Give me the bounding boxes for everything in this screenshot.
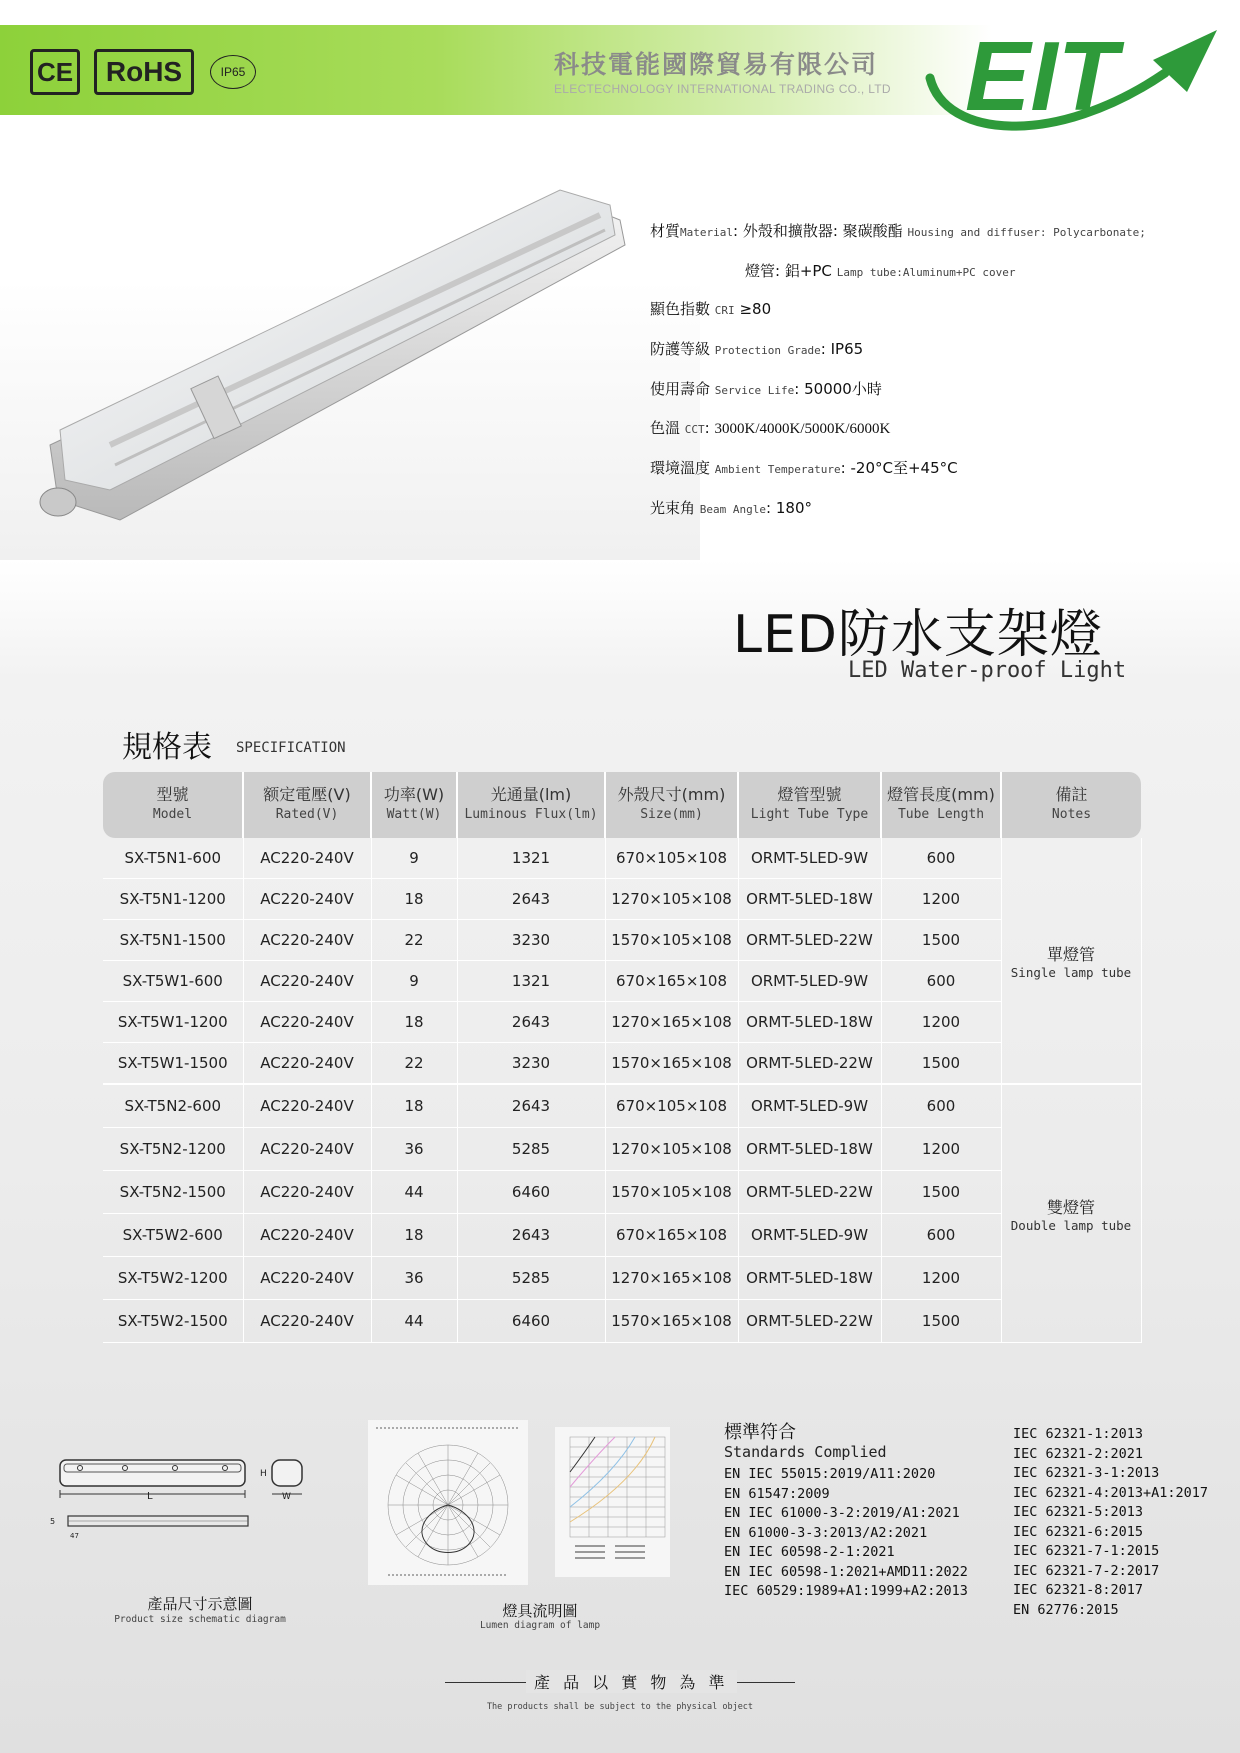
table-cell: 18 [371, 1002, 457, 1043]
table-cell: 1570×105×108 [605, 920, 738, 961]
table-row [103, 838, 1141, 879]
table-cell: ORMT-5LED-22W [738, 1171, 881, 1214]
table-cell: 1500 [881, 1171, 1001, 1214]
col-header-watt: 功率(W) Watt(W) [371, 772, 457, 838]
table-cell: ORMT-5LED-22W [738, 1300, 881, 1343]
table-cell: 18 [371, 1084, 457, 1128]
standard-item: EN IEC 55015:2019/A11:2020 [724, 1466, 936, 1482]
standard-item: IEC 62321-7-1:2015 [1013, 1543, 1160, 1559]
spec-heading-zh: 規格表 [122, 730, 212, 765]
table-cell: 36 [371, 1257, 457, 1300]
ce-mark: CE [30, 49, 80, 95]
table-cell: 3230 [457, 920, 605, 961]
table-cell: ORMT-5LED-18W [738, 879, 881, 920]
table-row [103, 1084, 1141, 1128]
standard-item: IEC 62321-3-1:2013 [1013, 1465, 1160, 1481]
table-cell: 2643 [457, 1002, 605, 1043]
spec-protection: 防護等級 Protection Grade: IP65 [650, 340, 864, 358]
table-cell: ORMT-5LED-18W [738, 1257, 881, 1300]
table-cell: AC220-240V [243, 1300, 371, 1343]
col-header-model: 型號 Model [103, 772, 243, 838]
table-cell: 1570×165×108 [605, 1043, 738, 1085]
table-cell: 1270×165×108 [605, 1257, 738, 1300]
standards-right-list [1013, 1425, 1208, 1620]
table-cell: 670×105×108 [605, 1084, 738, 1128]
standard-item: IEC 60529:1989+A1:1999+A2:2013 [724, 1583, 968, 1599]
eit-logo [925, 18, 1225, 148]
table-row [103, 1043, 1141, 1085]
table-cell: SX-T5N2-1500 [103, 1171, 243, 1214]
dim-47-label: 47 [70, 1532, 79, 1540]
spec-ambient-temp: 環境溫度 Ambient Temperature: -20°C至+45°C [650, 459, 958, 477]
standard-item: EN IEC 60598-2-1:2021 [724, 1544, 895, 1560]
table-row [103, 1128, 1141, 1171]
table-cell: 9 [371, 838, 457, 879]
table-row [103, 961, 1141, 1002]
table-cell: ORMT-5LED-18W [738, 1128, 881, 1171]
notes-label-zh: 雙燈管 [1046, 1197, 1095, 1217]
table-cell: ORMT-5LED-9W [738, 1084, 881, 1128]
spec-cri: 顯色指數 CRI ≥80 [650, 300, 772, 318]
notes-double-lamp [1001, 1084, 1141, 1343]
standards-title-en: Standards Complied [724, 1443, 887, 1461]
col-header-tube-type: 燈管型號 Light Tube Type [738, 772, 881, 838]
table-cell: 6460 [457, 1300, 605, 1343]
table-cell: 600 [881, 838, 1001, 879]
lumen-diagram-caption-zh: 燈具流明圖 [502, 1602, 578, 1620]
spec-heading-en: SPECIFICATION [236, 740, 346, 756]
table-cell: AC220-240V [243, 961, 371, 1002]
table-cell: AC220-240V [243, 920, 371, 961]
table-row [103, 1002, 1141, 1043]
table-row [103, 920, 1141, 961]
table-row [103, 1300, 1141, 1343]
standard-item: EN 61547:2009 [724, 1485, 830, 1502]
table-cell: ORMT-5LED-9W [738, 961, 881, 1002]
table-row [103, 1171, 1141, 1214]
table-cell: AC220-240V [243, 1214, 371, 1257]
company-name-en: ELECTECHNOLOGY INTERNATIONAL TRADING CO., LTD [554, 82, 891, 96]
table-cell: 2643 [457, 1214, 605, 1257]
lumen-diagram-caption-en: Lumen diagram of lamp [479, 1620, 601, 1631]
table-cell: 9 [371, 961, 457, 1002]
company-name-zh: 科技電能國際貿易有限公司 [554, 50, 879, 79]
col-header-notes: 備註 Notes [1001, 772, 1141, 838]
dim-5-label: 5 [50, 1517, 56, 1526]
notes-label-zh: 單燈管 [1046, 944, 1095, 964]
table-cell: 22 [371, 920, 457, 961]
table-cell: ORMT-5LED-9W [738, 1214, 881, 1257]
standard-item: EN IEC 61000-3-2:2019/A1:2021 [724, 1505, 960, 1521]
table-cell: 36 [371, 1128, 457, 1171]
table-cell: 2643 [457, 879, 605, 920]
table-cell: 44 [371, 1300, 457, 1343]
table-cell: SX-T5W1-1500 [103, 1043, 243, 1085]
table-header-row [103, 772, 1141, 838]
table-cell: AC220-240V [243, 879, 371, 920]
col-header-flux: 光通量(lm) Luminous Flux(lm) [457, 772, 605, 838]
standard-item: IEC 62321-8:2017 [1013, 1582, 1144, 1598]
table-cell: AC220-240V [243, 1084, 371, 1128]
standard-item: EN 62776:2015 [1013, 1601, 1119, 1618]
standard-item: IEC 62321-2:2021 [1013, 1445, 1144, 1462]
table-cell: 1270×165×108 [605, 1002, 738, 1043]
table-cell: AC220-240V [243, 1043, 371, 1085]
table-cell: 5285 [457, 1257, 605, 1300]
standard-item: IEC 62321-1:2013 [1013, 1426, 1144, 1442]
table-cell: AC220-240V [243, 1171, 371, 1214]
table-cell: 1570×165×108 [605, 1300, 738, 1343]
rohs-mark: RoHS [94, 49, 194, 95]
footer-text-en: The products shall be subject to the physical object [486, 1702, 754, 1712]
table-cell: 600 [881, 961, 1001, 1002]
standard-item: EN 61000-3-3:2013/A2:2021 [724, 1524, 928, 1541]
table-cell: 5285 [457, 1128, 605, 1171]
logo-text: EIT [965, 21, 1118, 131]
table-cell: 1321 [457, 961, 605, 1002]
spec-lamp-tube: 燈管: 鋁+PC Lamp tube:Aluminum+PC cover [745, 262, 1016, 280]
table-cell: 1200 [881, 1002, 1001, 1043]
col-header-tube-length: 燈管長度(mm) Tube Length [881, 772, 1001, 838]
table-cell: SX-T5W1-1200 [103, 1002, 243, 1043]
standards-title-zh: 標準符合 [724, 1422, 796, 1443]
spec-service-life: 使用壽命 Service Life: 50000小時 [650, 380, 882, 398]
footer-text-zh: 產 品 以 實 物 為 準 [526, 1670, 737, 1693]
size-diagram-caption-en: Product size schematic diagram [114, 1614, 286, 1625]
table-cell: SX-T5W2-1200 [103, 1257, 243, 1300]
table-cell: SX-T5N2-600 [103, 1084, 243, 1128]
table-row [103, 1257, 1141, 1300]
spec-material: 材質Material: 外殼和擴散器: 聚碳酸酯 Housing and diffuser: Polycarbonate; [650, 222, 1146, 240]
table-cell: 1570×105×108 [605, 1171, 738, 1214]
table-cell: 1500 [881, 1300, 1001, 1343]
table-cell: 1200 [881, 1257, 1001, 1300]
table-cell: 2643 [457, 1084, 605, 1128]
standard-item: EN IEC 60598-1:2021+AMD11:2022 [724, 1563, 968, 1580]
table-cell: 44 [371, 1171, 457, 1214]
table-cell: AC220-240V [243, 838, 371, 879]
product-photo [30, 180, 630, 550]
standards-left-list [724, 1465, 968, 1602]
table-cell: 670×165×108 [605, 961, 738, 1002]
standard-item: IEC 62321-5:2013 [1013, 1504, 1144, 1520]
table-cell: SX-T5W2-1500 [103, 1300, 243, 1343]
table-cell: 1270×105×108 [605, 879, 738, 920]
table-cell: 670×105×108 [605, 838, 738, 879]
table-cell: AC220-240V [243, 1002, 371, 1043]
size-diagram-caption-zh: 產品尺寸示意圖 [147, 1595, 253, 1613]
dim-w-label: W [282, 1492, 291, 1502]
table-cell: 1500 [881, 920, 1001, 961]
table-cell: 1200 [881, 879, 1001, 920]
table-cell: SX-T5W1-600 [103, 961, 243, 1002]
spec-table [103, 772, 1142, 1343]
size-schematic [50, 1440, 340, 1560]
notes-single-lamp [1001, 838, 1141, 1084]
notes-label-en: Single lamp tube [1010, 964, 1132, 980]
product-title-en: LED Water-proof Light [848, 658, 1127, 683]
table-cell: SX-T5W2-600 [103, 1214, 243, 1257]
table-cell: 1270×105×108 [605, 1128, 738, 1171]
table-row [103, 1214, 1141, 1257]
spec-cct: 色溫 CCT: 3000K/4000K/5000K/6000K [650, 419, 891, 437]
standard-item: IEC 62321-4:2013+A1:2017 [1013, 1484, 1209, 1501]
dim-l-label: L [147, 1491, 153, 1502]
table-cell: ORMT-5LED-18W [738, 1002, 881, 1043]
table-cell: 6460 [457, 1171, 605, 1214]
dim-h-label: H [260, 1469, 267, 1479]
table-cell: 600 [881, 1084, 1001, 1128]
table-cell: AC220-240V [243, 1128, 371, 1171]
notes-label-en: Double lamp tube [1010, 1217, 1132, 1233]
standard-item: IEC 62321-6:2015 [1013, 1523, 1144, 1540]
table-cell: ORMT-5LED-22W [738, 920, 881, 961]
table-cell: 3230 [457, 1043, 605, 1085]
table-row [103, 879, 1141, 920]
standard-item: IEC 62321-7-2:2017 [1013, 1562, 1160, 1579]
table-cell: 600 [881, 1214, 1001, 1257]
lux-grid-diagram [555, 1427, 670, 1577]
table-cell: SX-T5N1-1500 [103, 920, 243, 961]
table-cell: 22 [371, 1043, 457, 1085]
table-cell: 18 [371, 879, 457, 920]
table-cell: 1321 [457, 838, 605, 879]
ip65-mark: IP65 [210, 55, 256, 89]
col-header-rated: 额定電壓(V) Rated(V) [243, 772, 371, 838]
table-cell: SX-T5N2-1200 [103, 1128, 243, 1171]
polar-lumen-diagram [368, 1420, 528, 1585]
table-cell: 18 [371, 1214, 457, 1257]
col-header-size: 外殼尺寸(mm) Size(mm) [605, 772, 738, 838]
table-cell: 1500 [881, 1043, 1001, 1085]
spec-beam-angle: 光束角 Beam Angle: 180° [650, 499, 813, 517]
table-cell: SX-T5N1-600 [103, 838, 243, 879]
table-cell: 1200 [881, 1128, 1001, 1171]
table-cell: AC220-240V [243, 1257, 371, 1300]
table-cell: ORMT-5LED-9W [738, 838, 881, 879]
table-cell: 670×165×108 [605, 1214, 738, 1257]
table-cell: ORMT-5LED-22W [738, 1043, 881, 1085]
table-cell: SX-T5N1-1200 [103, 879, 243, 920]
product-title-zh: LED防水支架燈 [733, 605, 1103, 665]
